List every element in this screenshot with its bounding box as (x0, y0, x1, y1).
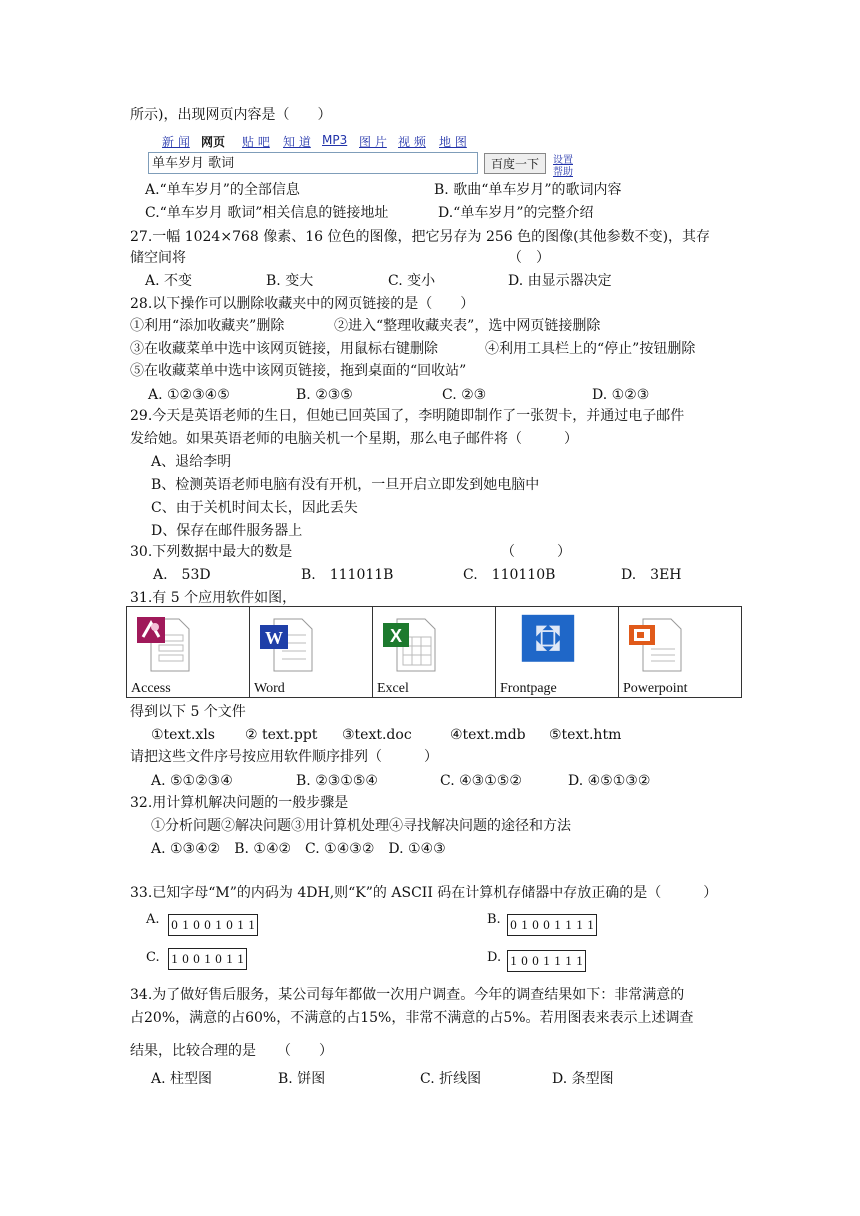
q28-statement-4: ④利用工具栏上的“停止”按钮删除 (485, 341, 696, 357)
software-name-frontpage: Frontpage (500, 681, 557, 696)
powerpoint-icon (625, 613, 687, 675)
q26-option-a: A.“单车岁月”的全部信息 (145, 182, 300, 198)
bit-digit: 0 (215, 951, 222, 966)
svg-text:X: X (389, 626, 403, 646)
q27-stem-line2: 储空间将 (130, 250, 186, 266)
q28-stem: 28.以下操作可以删除收藏夹中的网页链接的是（ ） (130, 296, 475, 312)
q34-stem-line2: 占20%，满意的占60%，不满意的占15%，非常不满意的占5%。若用图表来表示上述调查 (130, 1010, 694, 1026)
q33-option-c-label: C. (146, 950, 160, 965)
q30-blank: （ ） (501, 544, 571, 560)
word-icon (256, 613, 318, 675)
nav-mp3[interactable]: MP3 (322, 133, 348, 147)
bit-digit: 0 (171, 917, 178, 932)
search-input[interactable]: 单车岁月 歌词 (148, 152, 478, 174)
excel-icon (379, 613, 441, 675)
q28-statement-1: ①利用“添加收藏夹”删除 (130, 318, 285, 334)
q33-option-c-bits (168, 948, 247, 970)
bit-digit: 1 (521, 917, 528, 932)
bit-digit: 0 (510, 917, 517, 932)
bit-digit: 0 (204, 917, 211, 932)
nav-zhidao[interactable]: 知 道 (283, 135, 311, 149)
software-cell-access (127, 607, 250, 698)
software-cell-powerpoint (619, 607, 742, 698)
q27-option-d: D. 由显示器决定 (508, 273, 612, 289)
q33-option-a-label: A. (146, 912, 160, 927)
q26-option-d: D.“单车岁月”的完整介绍 (438, 205, 594, 221)
software-cell-excel (373, 607, 496, 698)
bit-digit: 0 (182, 951, 189, 966)
q29-stem-line1: 29.今天是英语老师的生日，但她已回英国了，李明随即制作了一张贺卡，并通过电子邮件 (130, 408, 685, 424)
q29-option-b: B、检测英语老师电脑有没有开机，一旦开启立即发到她电脑中 (151, 477, 540, 493)
software-name-powerpoint: Powerpoint (623, 681, 688, 696)
q29-stem-line2: 发给她。如果英语老师的电脑关机一个星期，那么电子邮件将（ ） (130, 431, 578, 447)
q29-option-a: A、退给李明 (151, 454, 232, 470)
bit-digit: 1 (576, 953, 583, 968)
q31-file-4: ④text.mdb (450, 727, 526, 743)
q28-statement-3: ③在收藏菜单中选中该网页链接，用鼠标右键删除 (130, 341, 438, 357)
q31-option-a: A. ⑤①②③④ (151, 773, 233, 789)
q30-option-b: B. 111011B (301, 567, 394, 583)
bit-digit: 1 (171, 951, 178, 966)
software-table (126, 606, 742, 698)
bit-digit: 1 (215, 917, 222, 932)
bit-digit: 1 (554, 917, 561, 932)
q31-line3: 请把这些文件序号按应用软件顺序排列（ ） (130, 749, 438, 765)
bit-digit: 1 (182, 917, 189, 932)
software-name-access: Access (131, 681, 171, 696)
software-cell-frontpage (496, 607, 619, 698)
q30-stem: 30.下列数据中最大的数是 (130, 544, 293, 560)
bit-digit: 1 (510, 953, 517, 968)
q30-option-d: D. 3EH (621, 567, 682, 583)
q26-stem-tail: 所示)，出现网页内容是（ ） (130, 107, 332, 123)
bit-digit: 0 (226, 917, 233, 932)
svg-text:W: W (265, 628, 283, 648)
nav-images[interactable]: 图 片 (359, 135, 387, 149)
q26-option-c: C.“单车岁月 歌词”相关信息的链接地址 (145, 205, 389, 221)
q32-options: A. ①③④② B. ①④② C. ①④③② D. ①④③ (151, 841, 446, 857)
q27-stem-line1: 27.一幅 1024×768 像素、16 位色的图像，把它另存为 256 色的图像(其他参数不变)，其存 (130, 229, 711, 245)
q31-file-3: ③text.doc (342, 727, 412, 743)
bit-digit: 1 (226, 951, 233, 966)
access-icon (133, 613, 195, 675)
q28-option-b: B. ②③⑤ (296, 387, 353, 403)
q32-stem: 32.用计算机解决问题的一般步骤是 (130, 795, 349, 811)
bit-digit: 1 (565, 917, 572, 932)
bit-digit: 1 (248, 917, 255, 932)
q27-blank: （ ） (508, 250, 550, 266)
q30-option-c: C. 110110B (463, 567, 556, 583)
q29-option-d: D、保存在邮件服务器上 (151, 523, 303, 539)
q32-steps: ①分析问题②解决问题③用计算机处理④寻找解决问题的途径和方法 (151, 818, 571, 834)
q33-option-a-bits (168, 914, 258, 936)
bit-digit: 1 (576, 917, 583, 932)
software-name-excel: Excel (377, 681, 409, 696)
bit-digit: 0 (193, 917, 200, 932)
q34-option-d: D. 条型图 (552, 1071, 614, 1087)
q33-stem: 33.已知字母“M”的内码为 4DH,则“K”的 ASCII 码在计算机存储器中存放正确的是（ ） (130, 885, 718, 901)
software-name-word: Word (254, 681, 285, 696)
bit-digit: 0 (543, 917, 550, 932)
software-cell-word (250, 607, 373, 698)
q34-stem-line3: 结果，比较合理的是 （ ） (130, 1043, 333, 1059)
q31-option-d: D. ④⑤①③② (568, 773, 651, 789)
help-link[interactable]: 帮助 (553, 167, 573, 178)
q31-stem: 31.有 5 个应用软件如图， (130, 590, 297, 606)
bit-digit: 0 (193, 951, 200, 966)
q34-option-b: B. 饼图 (278, 1071, 326, 1087)
q33-option-d-label: D. (487, 950, 502, 965)
q34-option-a: A. 柱型图 (151, 1071, 213, 1087)
q33-option-b-bits (507, 914, 597, 936)
q28-statement-2: ②进入“整理收藏夹表”，选中网页链接删除 (334, 318, 601, 334)
q33-option-b-label: B. (487, 912, 501, 927)
q27-option-b: B. 变大 (266, 273, 314, 289)
q31-option-b: B. ②③①⑤④ (296, 773, 378, 789)
q31-option-c: C. ④③①⑤② (440, 773, 522, 789)
nav-web[interactable]: 网页 (201, 135, 226, 149)
q28-statement-5: ⑤在收藏菜单中选中该网页链接，拖到桌面的“回收站” (130, 363, 467, 379)
q30-option-a: A. 53D (153, 567, 211, 583)
q31-file-1: ①text.xls (151, 727, 215, 743)
search-button[interactable]: 百度一下 (484, 153, 546, 174)
q34-stem-line1: 34.为了做好售后服务，某公司每年都做一次用户调查。今年的调查结果如下：非常满意的 (130, 987, 685, 1003)
bit-digit: 1 (237, 917, 244, 932)
q28-option-a: A. ①②③④⑤ (148, 387, 230, 403)
q31-file-5: ⑤text.htm (549, 727, 622, 743)
nav-video[interactable]: 视 频 (398, 135, 426, 149)
q31-line2: 得到以下 5 个文件 (130, 704, 246, 720)
q28-option-c: C. ②③ (442, 387, 487, 403)
frontpage-icon (516, 613, 580, 669)
nav-tieba[interactable]: 贴 吧 (242, 135, 270, 149)
nav-news[interactable]: 新 闻 (162, 135, 190, 149)
bit-digit: 1 (237, 951, 244, 966)
q27-option-c: C. 变小 (388, 273, 436, 289)
bit-digit: 0 (521, 953, 528, 968)
q27-option-a: A. 不变 (145, 273, 193, 289)
q34-option-c: C. 折线图 (420, 1071, 482, 1087)
bit-digit: 0 (532, 917, 539, 932)
q28-option-d: D. ①②③ (592, 387, 650, 403)
bit-digit: 1 (204, 951, 211, 966)
bit-digit: 1 (565, 953, 572, 968)
q29-option-c: C、由于关机时间太长，因此丢失 (151, 500, 358, 516)
q26-option-b: B. 歌曲“单车岁月”的歌词内容 (434, 182, 622, 198)
nav-map[interactable]: 地 图 (439, 135, 467, 149)
bit-digit: 0 (532, 953, 539, 968)
settings-link[interactable]: 设置 (553, 155, 573, 166)
bit-digit: 1 (554, 953, 561, 968)
q33-option-d-bits (507, 950, 586, 972)
bit-digit: 1 (587, 917, 594, 932)
q31-file-2: ② text.ppt (245, 727, 318, 743)
bit-digit: 1 (543, 953, 550, 968)
